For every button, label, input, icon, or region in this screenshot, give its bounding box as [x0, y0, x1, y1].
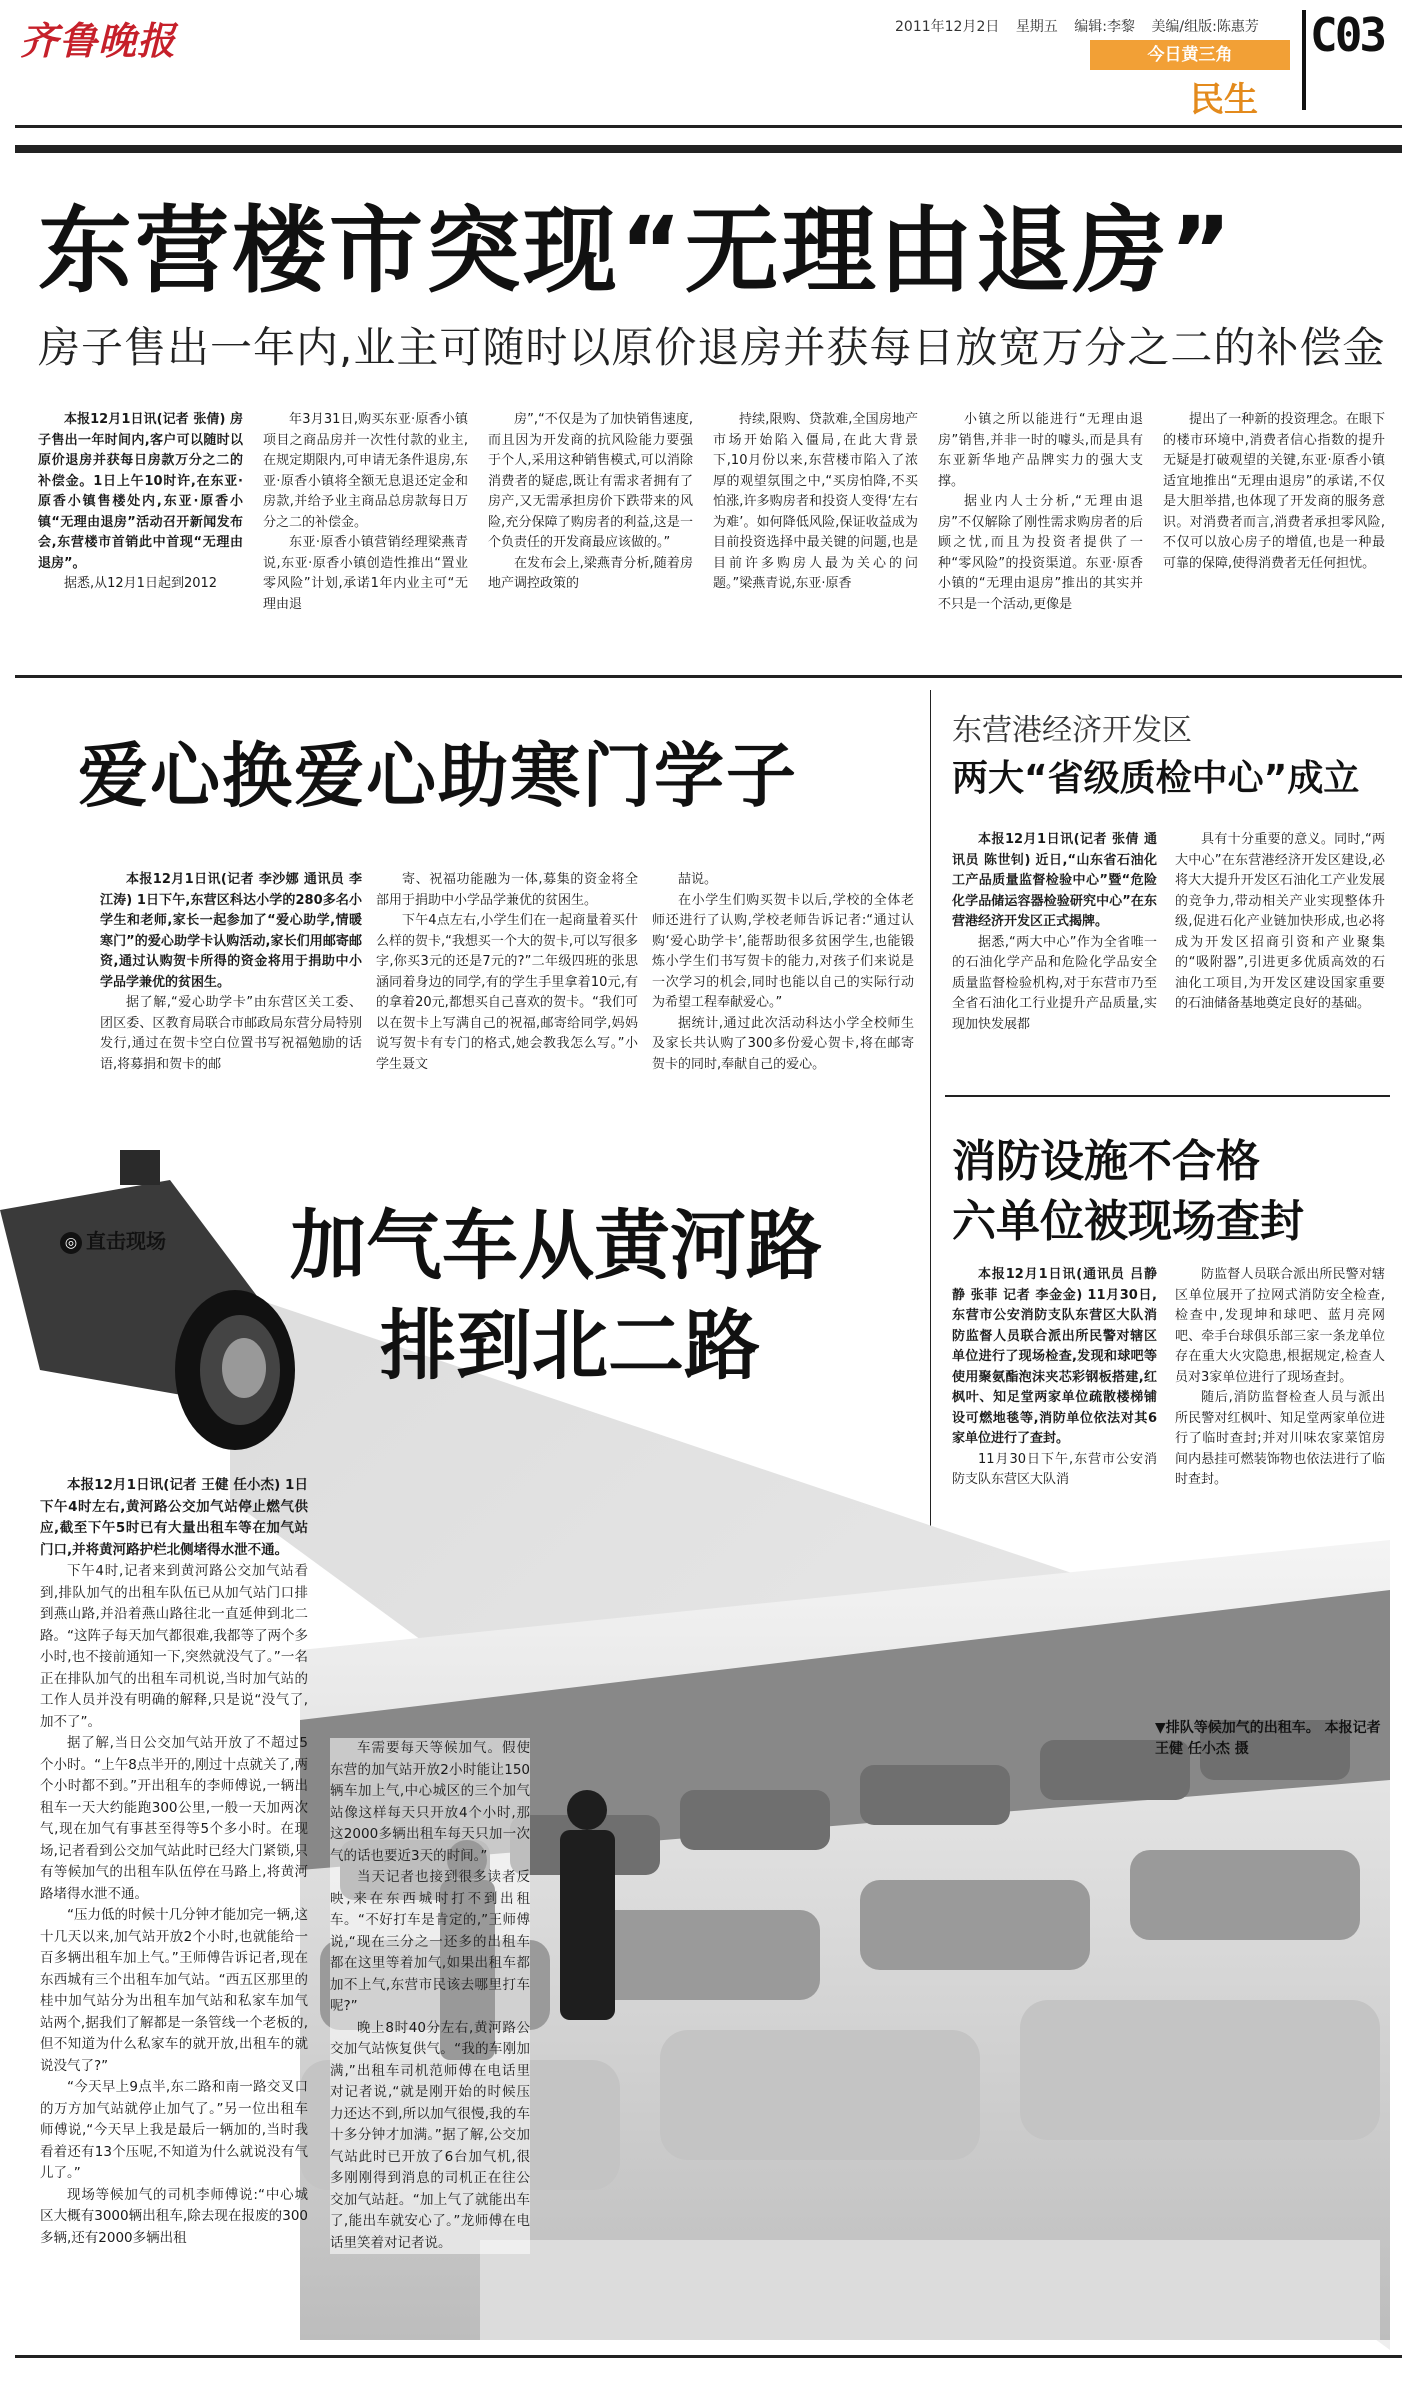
paragraph: 在小学生们购买贺卡以后,学校的全体老师还进行了认购,学校老师告诉记者:“通过认购‘爱心助学卡’,能帮助很多贫困学生,也能锻炼小学生们书写贺卡的能力,对孩子们来说是一次学习的机会,同时也能以自己的实际行动为希望工程奉献爱心。”: [652, 892, 914, 1010]
masthead-rule: [15, 125, 1402, 128]
charity-col2-text: 寄、祝福功能融为一体,募集的资金将全部用于捐助中小学品学兼优的贫困生。: [376, 872, 638, 908]
lead-subhead: 房子售出一年内,业主可随时以原价退房并获每日放宽万分之二的补偿金: [38, 323, 1386, 372]
charity-column-3: [652, 870, 914, 1075]
newspaper-logo: 齐鲁晚报: [20, 18, 177, 63]
section-tag: 今日黄三角: [1090, 40, 1290, 70]
lead-top-rule: [15, 145, 1402, 153]
designer-credit: 美编/组版:陈惠芳: [1151, 19, 1259, 35]
paragraph: 下午4点左右,小学生们在一起商量着买什么样的贺卡,“我想买一个大的贺卡,可以写很多字,你买3元的还是7元的?”二年级四班的张思涵同着身边的同学,有的学生手里拿着10元,有的拿着20元,都想买自己喜欢的贺卡。“我们可以在贺卡上写满自己的祝福,邮寄给同学,妈妈说写贺卡有专门的格式,她会教我怎么写。”小学生聂文: [376, 913, 638, 1072]
lead-col4-text: 持续,限购、贷款难,全国房地产市场开始陷入僵局,在此大背景下,10月份以来,东营楼市陷入了浓厚的观望氛围之中,“买房怕降,不买怕涨,许多购房者和投资人变得‘左右为难’。如何降低风险,保证收益成为目前投资选择中最关键的问题,也是目前许多购房人最为关心的问题。”梁燕青说,东亚·原香: [713, 412, 918, 591]
gas-col2-text: 车需要每天等候加气。假使东营的加气站开放2小时能让150辆车加上气,中心城区的三个加气站像这样每天只开放4个小时,那这2000多辆出租车每天只加一次气的话也要近3天的时间。”: [330, 1740, 530, 1864]
gas-col1-text: 本报12月1日讯(记者 王健 任小杰) 1日下午4时左右,黄河路公交加气站停止燃气供应,截至下午5时已有大量出租车等在加气站门口,并将黄河路护栏北侧堵得水泄不通。: [40, 1477, 308, 1558]
paragraph: 据统计,通过此次活动科达小学全校师生及家长共认购了300多份爱心贺卡,将在邮寄贺卡的同时,奉献自己的爱心。: [652, 1015, 914, 1072]
quality-eyebrow: 东营港经济开发区: [952, 713, 1192, 748]
lead-col3-text: 房”,“不仅是为了加快销售速度,而且因为开发商的抗风险能力要强于个人,采用这种销售模式,可以消除消费者的疑虑,既让有需求者拥有了房产,又无需承担房价下跌带来的风险,充分保障了购房者的利益,这是一个负责任的开发商最应该做的。”: [488, 412, 693, 550]
charity-headline: 爱心换爱心助寒门学子: [78, 735, 798, 817]
paragraph: 晚上8时40分左右,黄河路公交加气站恢复供气。“我的车刚加满,”出租车司机范师傅在电话里对记者说,“就是刚开始的时候压力还达不到,所以加气很慢,我的车十多分钟才加满。”据了解,公交加气站此时已开放了6台加气机,很多刚刚得到消息的司机正在往公交加气站赶。“加上气了就能出车了,能出车就安心了。”龙师傅在电话里笑着对记者说。: [330, 2019, 530, 2251]
issue-info: [895, 16, 1271, 36]
charity-col1-text: 本报12月1日讯(记者 李沙娜 通讯员 李江涛) 1日下午,东营区科达小学的280多名小学生和老师,家长一起参加了“爱心助学,情暖寒门”的爱心助学卡认购活动,家长们用邮寄邮资,通过认购贺卡所得的资金将用于捐助中小学品学兼优的贫困生。: [100, 872, 362, 990]
lead-col5-text: 小镇之所以能进行“无理由退房”销售,并非一时的噱头,而是具有东亚新华地产品牌实力的强大支撑。: [938, 412, 1143, 489]
camera-icon: ◎: [60, 1232, 82, 1254]
gas-column-1: [40, 1475, 308, 2249]
lead-column-3: [488, 410, 693, 595]
lead-column-6: [1163, 410, 1385, 574]
section-name: 民生: [1190, 80, 1258, 120]
fire-headline-line1: 消防设施不合格: [952, 1136, 1260, 1187]
fire-col2-text: 防监督人员联合派出所民警对辖区单位展开了拉网式消防安全检查,检查中,发现坤和球吧、蓝月亮网吧、牵手台球俱乐部三家一条龙单位存在重大火灾隐患,根据规定,检查人员对3家单位进行了现场查封。: [1175, 1267, 1385, 1385]
photo-caption: ▼排队等候加气的出租车。 本报记者 王健 任小杰 摄: [1155, 1720, 1381, 1757]
lead-col1-text: 本报12月1日讯(记者 张倩) 房子售出一年时间内,客户可以随时以原价退房并获每日房款万分之二的补偿金。1日上午10时许,在东亚·原香小镇售楼处内,东亚·原香小镇“无理由退房”活动召开新闻发布会,东营楼市首销此中首现“无理由退房”。: [38, 412, 243, 571]
paragraph: 11月30日下午,东营市公安消防支队东营区大队消: [952, 1451, 1157, 1487]
paragraph: 当天记者也接到很多读者反映,来在东西城时打不到出租车。“不好打车是肯定的,”王师傅说,“现在三分之一还多的出租车都在这里等着加气,如果出租车都加不上气,东营市民该去哪里打车呢?”: [330, 1869, 530, 2014]
paragraph: 据业内人士分析,“无理由退房”不仅解除了刚性需求购房者的后顾之忧,而且为投资者提供了一种“零风险”的投资渠道。东亚·原香小镇的“无理由退房”推出的其实并不只是一个活动,更像是: [938, 494, 1143, 612]
spotlight-lamp: [0, 1150, 295, 1450]
page-number: C03: [1310, 8, 1385, 62]
paragraph: 据悉,“两大中心”作为全省唯一的石油化学产品和危险化学品安全质量监督检验机构,对于东营市乃至全省石油化工行业提升产品质量,实现加快发展都: [952, 934, 1157, 1032]
charity-column-1: [100, 870, 362, 1075]
quality-headline: 两大“省级质检中心”成立: [952, 758, 1360, 799]
quality-col2-text: 具有十分重要的意义。同时,“两大中心”在东营港经济开发区建设,必将大大提升开发区石油化工产业发展的竞争力,带动相关产业实现整体升级,促进石化产业链加快形成,也必将成为开发区招商引资和产业聚集的“吸附器”,引进更多优质高效的石油化工项目,为开发区建设国家重要的石油储备基地奠定良好的基础。: [1175, 832, 1385, 1011]
lead-headline: 东营楼市突现“无理由退房”: [38, 197, 1235, 306]
page-bottom-rule: [15, 2355, 1402, 2358]
lead-bottom-rule: [15, 675, 1402, 678]
paragraph: 据了解,“爱心助学卡”由东营区关工委、团区委、区教育局联合市邮政局东营分局特别发行,通过在贺卡空白位置书写祝福勉励的话语,将募捐和贺卡的邮: [100, 995, 362, 1072]
fire-col1-text: 本报12月1日讯(通讯员 吕静静 张菲 记者 李金金) 11月30日,东营市公安消防支队东营区大队消防监督人员联合派出所民警对辖区单位进行了现场检查,发现和球吧等使用聚氨酯泡沫夹芯彩钢板搭建,红枫叶、知足堂两家单位疏散楼梯铺设可燃地毯等,消防单位依法对其6家单位进行了查封。: [952, 1267, 1157, 1446]
gas-kicker-label: 直击现场: [86, 1229, 166, 1253]
gas-headline-line2: 排到北二路: [380, 1301, 760, 1390]
gas-kicker: [60, 1225, 166, 1254]
issue-date: 2011年12月2日: [895, 19, 1000, 35]
gas-column-2: [330, 1738, 530, 2254]
paragraph: “今天早上9点半,东二路和南一路交叉口的万方加气站就停止加气了。”另一位出租车师傅说,“今天早上我是最后一辆加的,当时我看着还有13个压呢,不知道为什么就说没有气儿了。”: [40, 2079, 308, 2181]
quality-column-1: [952, 830, 1157, 1035]
paragraph: 下午4时,记者来到黄河路公交加气站看到,排队加气的出租车队伍已从加气站门口排到燕山路,并沿着燕山路往北一直延伸到北二路。“这阵子每天加气都很难,我都等了两个多小时,也不接前通知一下,突然就没气了。”一名正在排队加气的出租车司机说,当时加气站的工作人员并没有明确的解释,只是说“没气了,加不了”。: [40, 1563, 308, 1730]
paragraph: 据了解,当日公交加气站开放了不超过5个小时。“上午8点半开的,刚过十点就关了,两个小时都不到。”开出租车的李师傅说,一辆出租车一天大约能跑300公里,一般一天加两次气,现在加气有事甚至得等5个多小时。在现场,记者看到公交加气站此时已经大门紧锁,只有等候加气的出租车队伍停在马路上,将黄河路堵得水泄不通。: [40, 1735, 308, 1902]
charity-column-2: [376, 870, 638, 1075]
paragraph: 在发布会上,梁燕青分析,随着房地产调控政策的: [488, 555, 693, 591]
lead-column-1: [38, 410, 243, 595]
quality-bottom-rule: [945, 1095, 1390, 1097]
paragraph: 东亚·原香小镇营销经理梁燕青说,东亚·原香小镇创造性推出“置业零风险”计划,承诺1年内业主可“无理由退: [263, 535, 468, 612]
editor-credit: 编辑:李黎: [1074, 19, 1135, 35]
paragraph: 据悉,从12月1日起到2012: [64, 576, 218, 591]
issue-weekday: 星期五: [1015, 19, 1058, 35]
lead-column-2: [263, 410, 468, 615]
fire-headline-line2: 六单位被现场查封: [952, 1196, 1304, 1247]
quality-column-2: [1175, 830, 1385, 1015]
lead-column-5: [938, 410, 1143, 615]
lead-column-4: [713, 410, 918, 595]
gas-headline-line1: 加气车从黄河路: [290, 1201, 822, 1290]
page-number-divider: [1302, 10, 1306, 110]
lead-col2-text: 年3月31日,购买东亚·原香小镇项目之商品房并一次性付款的业主,在规定期限内,可申请无条件退房,东亚·原香小镇将全额无息退还定金和房款,并给予业主商品总房款每日万分之二的补偿金。: [263, 412, 468, 530]
charity-col3-text: 喆说。: [678, 872, 718, 887]
lead-col6-text: 提出了一种新的投资理念。在眼下的楼市环境中,消费者信心指数的提升无疑是打破观望的关键,东亚·原香小镇适宜地推出“无理由退房”的承诺,不仅是大胆举措,也体现了开发商的服务意识。对消费者而言,消费者承担零风险,不仅可以放心房子的增值,也是一种最可靠的保障,使得消费者无任何担忧。: [1163, 412, 1385, 571]
quality-col1-text: 本报12月1日讯(记者 张倩 通讯员 陈世钊) 近日,“山东省石油化工产品质量监督检验中心”暨“危险化学品储运容器检验研究中心”在东营港经济开发区正式揭牌。: [952, 832, 1157, 929]
paragraph: 随后,消防监督检查人员与派出所民警对红枫叶、知足堂两家单位进行了临时查封;并对川味农家菜馆房间内悬挂可燃装饰物也依法进行了临时查封。: [1175, 1390, 1385, 1487]
paragraph: 现场等候加气的司机李师傅说:“中心城区大概有3000辆出租车,除去现在报废的300多辆,还有2000多辆出租: [40, 2186, 308, 2246]
paragraph: “压力低的时候十几分钟才能加完一辆,这十几天以来,加气站开放2个小时,也就能给一百多辆出租车加上气。”王师傅告诉记者,现在东西城有三个出租车加气站。“西五区那里的桂中加气站分为出租车加气站和私家车加气站两个,据我们了解都是一条管线一个老板的,但不知道为什么私家车的就开放,出租车的就说没气了?”: [40, 1907, 308, 2074]
